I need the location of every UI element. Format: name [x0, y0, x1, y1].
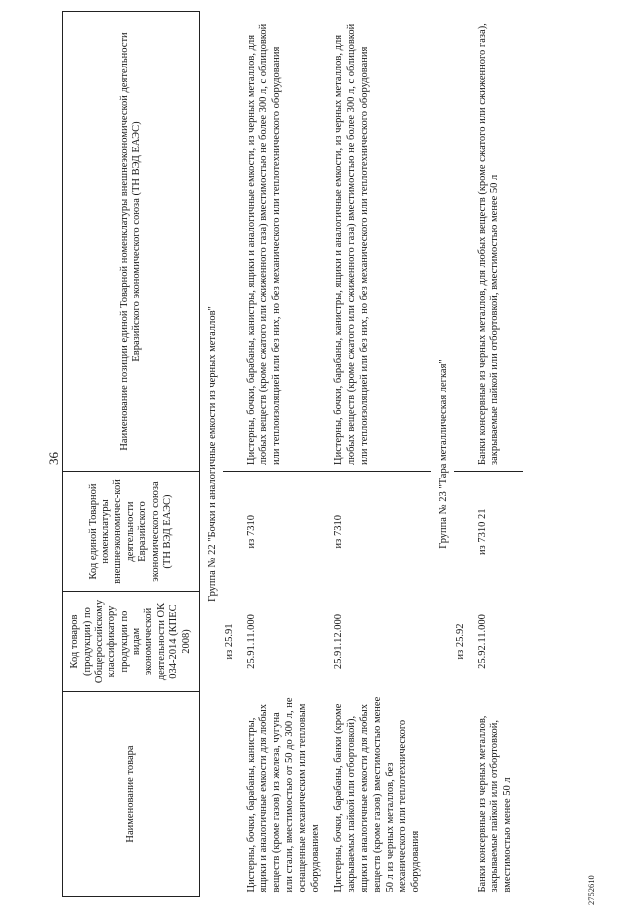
tnved-name-cell: Банки консервные из черных металлов, для любых веществ (кроме сжатого или сжиженного газа), закрываемые пайкой или отбортовкой, вместимостью менее 50 л — [474, 12, 523, 472]
header-tnved-name: Наименование позиции единой Товарной номенклатуры внешнеэкономической деятельности Евразийского экономического союза (ТН ВЭД ЕАЭС) — [63, 12, 200, 472]
table-header-row — [63, 12, 200, 897]
group-heading-row — [200, 12, 223, 897]
header-tnved-code: Код единой Товарной номенклатуры внешнеэкономичес-кой деятельности Евразийского экономического союза (ТН ВЭД ЕАЭС) — [63, 472, 200, 592]
tnved-code-cell: из 7310 21 — [476, 508, 488, 556]
group-subcode: из 25.91 — [223, 623, 235, 660]
table-row — [474, 12, 523, 897]
tnved-code-cell: из 7310 — [333, 515, 345, 549]
goods-name-cell: Цистерны, бочки, барабаны, канистры, ящики и аналогичные емкости для любых веществ (кроме газов) из железа, чугуна или стали, вместимостью от 50 до 300 л, не оснащенные механическим или тепловым оборудованием — [245, 697, 321, 893]
page-number: 36 — [46, 452, 61, 465]
goods-name-cell: Банки консервные из черных металлов, закрываемые пайкой или отбортовкой, вместимостью менее 50 л — [476, 715, 514, 893]
group-title: Группа № 22 "Бочки и аналогичные емкости из черных металлов" — [207, 306, 218, 602]
group-subcode-row — [454, 12, 474, 897]
group-heading-row — [431, 12, 454, 897]
goods-table — [62, 11, 523, 897]
okpd-code-cell: 25.91.11.000 — [245, 614, 257, 669]
header-goods-name: Наименование товара — [63, 692, 200, 897]
okpd-code-cell: 25.91.12.000 — [333, 613, 345, 670]
tnved-name-cell: Цистерны, бочки, барабаны, канистры, ящики и аналогичные емкости, из черных металлов, для любых веществ (кроме сжатого или сжиженного газа) вместимостью не более 300 л, с облицовкой или теплоизоляцией или без них, но без механического или теплотехнического оборудования — [243, 12, 331, 472]
tnved-name-cell: Цистерны, бочки, барабаны, канистры, ящики и аналогичные емкости, из черных металлов, для любых веществ (кроме сжатого или сжиженного газа) вместимостью не более 300 л, с облицовкой или теплоизоляцией или без них, но без механического или теплотехнического оборудования — [330, 12, 431, 472]
okpd-code-cell: 25.92.11.000 — [476, 614, 488, 669]
goods-name-cell: Цистерны, бочки, барабаны, банки (кроме закрываемых пайкой или отбортовкой), ящики и аналогичные емкости для любых веществ (кроме газов) вместимостью менее 50 л из черных металлов, без механического или теплотехнического оборудования — [333, 696, 422, 893]
table-row — [243, 12, 331, 897]
table-row — [330, 12, 431, 897]
document-id: 2752610 — [586, 875, 596, 905]
group-title: Группа № 23 "Тара металлическая легкая" — [437, 359, 449, 549]
group-subcode: из 25.92 — [454, 623, 466, 660]
group-subcode-row — [223, 12, 243, 897]
tnved-code-cell: из 7310 — [245, 515, 257, 549]
header-okpd-code: Код товаров (продукции) по Общероссийскому классификатору продукции по видам экономической деятельности ОК 034-2014 (КПЕС 2008) — [63, 592, 200, 692]
